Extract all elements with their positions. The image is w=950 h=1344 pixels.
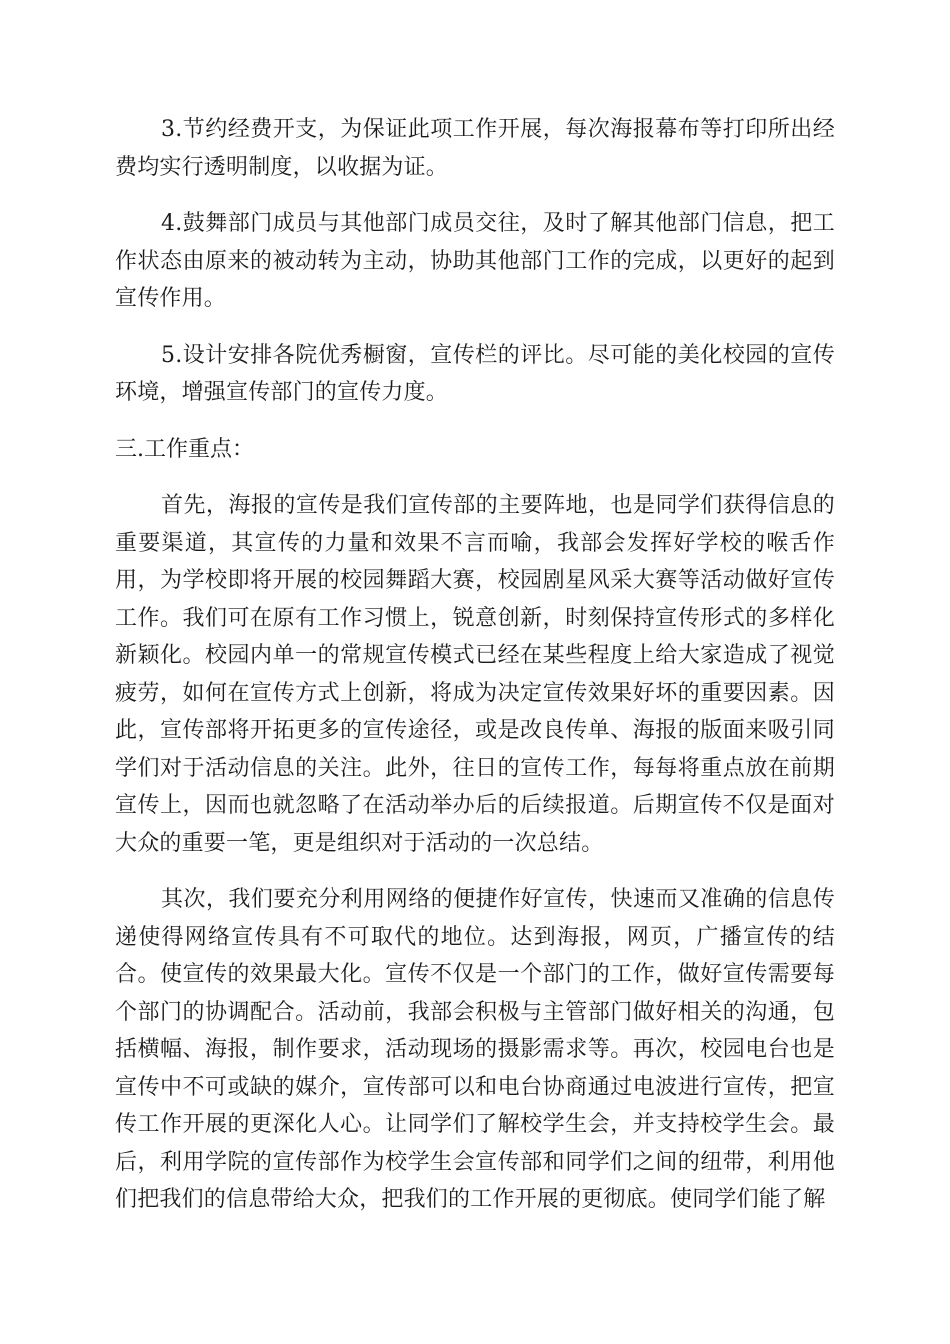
paragraph-second-point: 其次，我们要充分利用网络的便捷作好宣传，快速而又准确的信息传递使得网络宣传具有不可取代的地位。达到海报，网页，广播宣传的结合。使宣传的效果最大化。宣传不仅是一个部门的工作，做好宣传需要每个部门的协调配合。活动前，我部会积极与主管部门做好相关的沟通，包括横幅、海报，制作要求，活动现场的摄影需求等。再次，校园电台也是宣传中不可或缺的媒介，宣传部可以和电台协商通过电波进行宣传，把宣传工作开展的更深化人心。让同学们了解校学生会，并支持校学生会。最后，利用学院的宣传部作为校学生会宣传部和同学们之间的纽带，利用他们把我们的信息带给大众，把我们的工作开展的更彻底。使同学们能了解 <box>115 887 835 1212</box>
section-heading: 三.工作重点： <box>115 436 254 462</box>
paragraph-item-5: 5.设计安排各院优秀橱窗，宣传栏的评比。尽可能的美化校园的宣传环境，增强宣传部门的宣传力度。 <box>115 342 835 405</box>
paragraph-first-point: 首先，海报的宣传是我们宣传部的主要阵地，也是同学们获得信息的重要渠道，其宣传的力量和效果不言而喻，我部会发挥好学校的喉舌作用，为学校即将开展的校园舞蹈大赛，校园剧星风采大赛等活动做好宣传工作。我们可在原有工作习惯上，锐意创新，时刻保持宣传形式的多样化新颖化。校园内单一的常规宣传模式已经在某些程度上给大家造成了视觉疲劳，如何在宣传方式上创新，将成为决定宣传效果好坏的重要因素。因此，宣传部将开拓更多的宣传途径，或是改良传单、海报的版面来吸引同学们对于活动信息的关注。此外，往日的宣传工作，每每将重点放在前期宣传上，因而也就忽略了在活动举办后的后续报道。后期宣传不仅是面对大众的重要一笔，更是组织对于活动的一次总结。 <box>115 493 835 856</box>
paragraph-item-3: 3.节约经费开支，为保证此项工作开展，每次海报幕布等打印所出经费均实行透明制度，以收据为证。 <box>115 117 835 180</box>
paragraph-item-4: 4.鼓舞部门成员与其他部门成员交往，及时了解其他部门信息，把工作状态由原来的被动转为主动，协助其他部门工作的完成，以更好的起到宣传作用。 <box>115 211 835 311</box>
